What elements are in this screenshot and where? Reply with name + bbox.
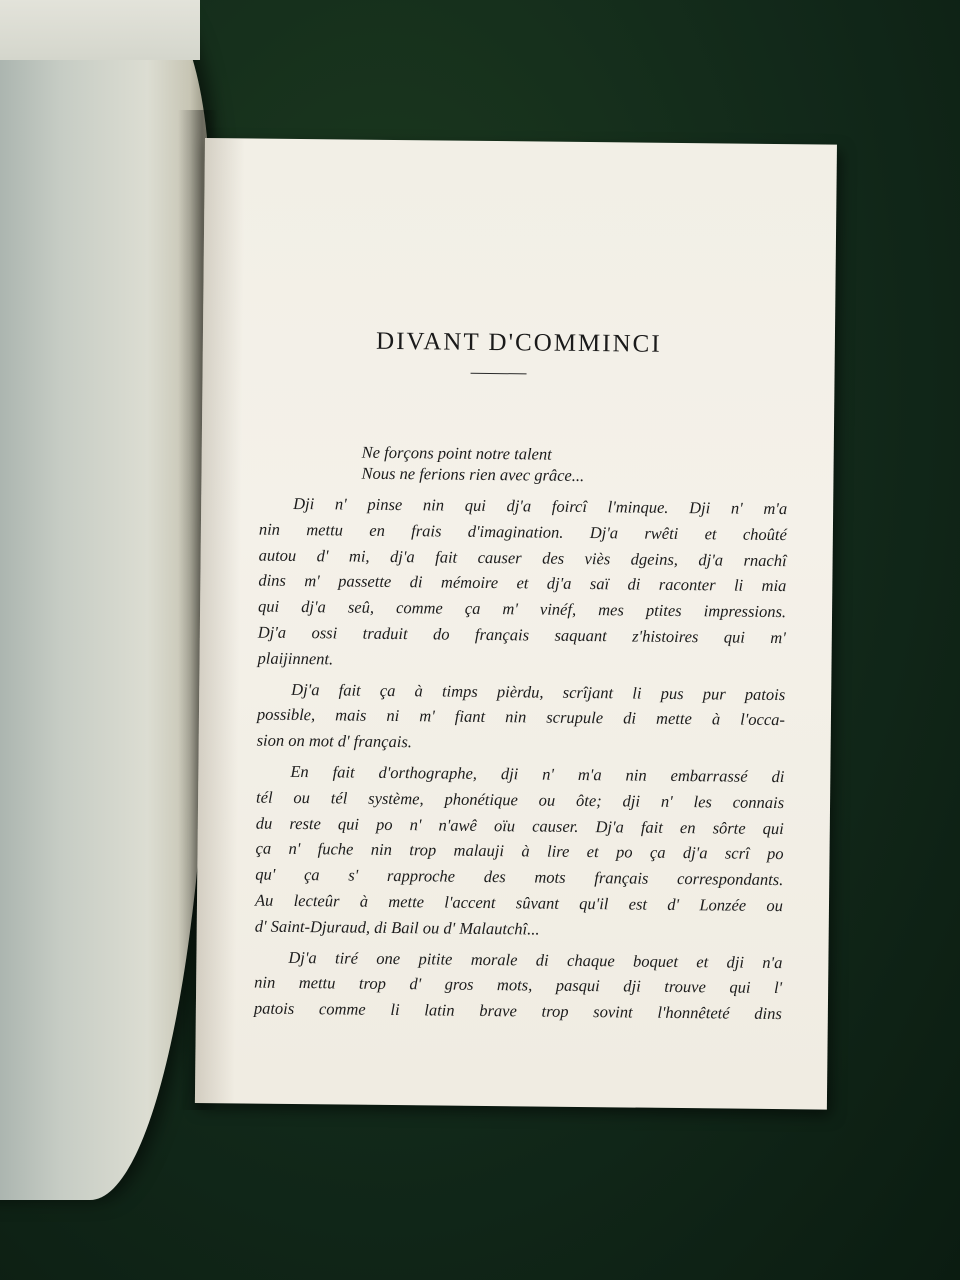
- text-line: nin mettu en frais d'imagination. Dj'a rwêti et choûté: [258, 519, 787, 544]
- paragraph: [257, 491, 787, 677]
- text-line: qu' ça s' rapproche des mots français correspondants.: [255, 864, 784, 890]
- text-line: tél ou tél système, phonétique ou ôte; dji n' les connais: [256, 787, 785, 812]
- epigraph: [361, 442, 584, 486]
- text-line: d' Saint-Djuraud, di Bail ou d' Malautchî...: [254, 916, 540, 939]
- text-line: plaijinnent.: [257, 648, 334, 669]
- text-line: qui dj'a seû, comme ça m' vinéf, mes ptites impressions.: [257, 596, 787, 622]
- paragraph: [255, 759, 785, 945]
- text-line: Dj'a ossi traduit do français saquant z'histoires qui m': [257, 622, 786, 648]
- text-line: autou d' mi, dj'a fait causer des viès dgeins, dj'a rnachî: [258, 545, 787, 570]
- text-line: du reste qui po n' n'awê oïu causer. Dj'a fait en sôrte qui: [255, 813, 784, 838]
- right-page: [195, 138, 837, 1110]
- text-line: Dj'a fait ça à timps pièrdu, scrîjant li pus pur patois: [291, 679, 786, 704]
- paragraph: [257, 676, 786, 759]
- paragraph: [254, 944, 783, 1027]
- text-line: patois comme li latin brave trop sovint l'honnêteté dins: [253, 998, 782, 1024]
- epigraph-line: Nous ne ferions rien avec grâce...: [361, 463, 585, 485]
- epigraph-line: Ne forçons point notre talent: [361, 442, 552, 464]
- page-title: DIVANT D'COMMINCI: [375, 327, 662, 358]
- text-line: dins m' passette di mémoire et dj'a saï di raconter li mia: [258, 570, 787, 596]
- title-rule: [471, 373, 527, 375]
- left-page-top-edge: [0, 0, 200, 60]
- text-line: Dji n' pinse nin qui dj'a foircî l'minque. Dji n' m'a: [293, 493, 788, 519]
- text-line: Dj'a tiré one pitite morale di chaque boquet et dji n'a: [288, 947, 783, 972]
- text-line: ça n' fuche nin trop malauji à lire et po ça dj'a scrî po: [255, 838, 784, 864]
- text-line: En fait d'orthographe, dji n' m'a nin embarrassé di: [290, 761, 785, 787]
- text-line: possible, mais ni m' fiant nin scrupule di mette à l'occa-: [256, 704, 786, 730]
- text-line: nin mettu trop d' gros mots, pasqui dji trouve qui l': [254, 972, 783, 998]
- text-line: Au lecteûr à mette l'accent sûvant qu'il est d' Lonzée ou: [254, 890, 784, 916]
- text-line: sion on mot d' français.: [256, 730, 413, 752]
- body-text: [254, 491, 788, 1032]
